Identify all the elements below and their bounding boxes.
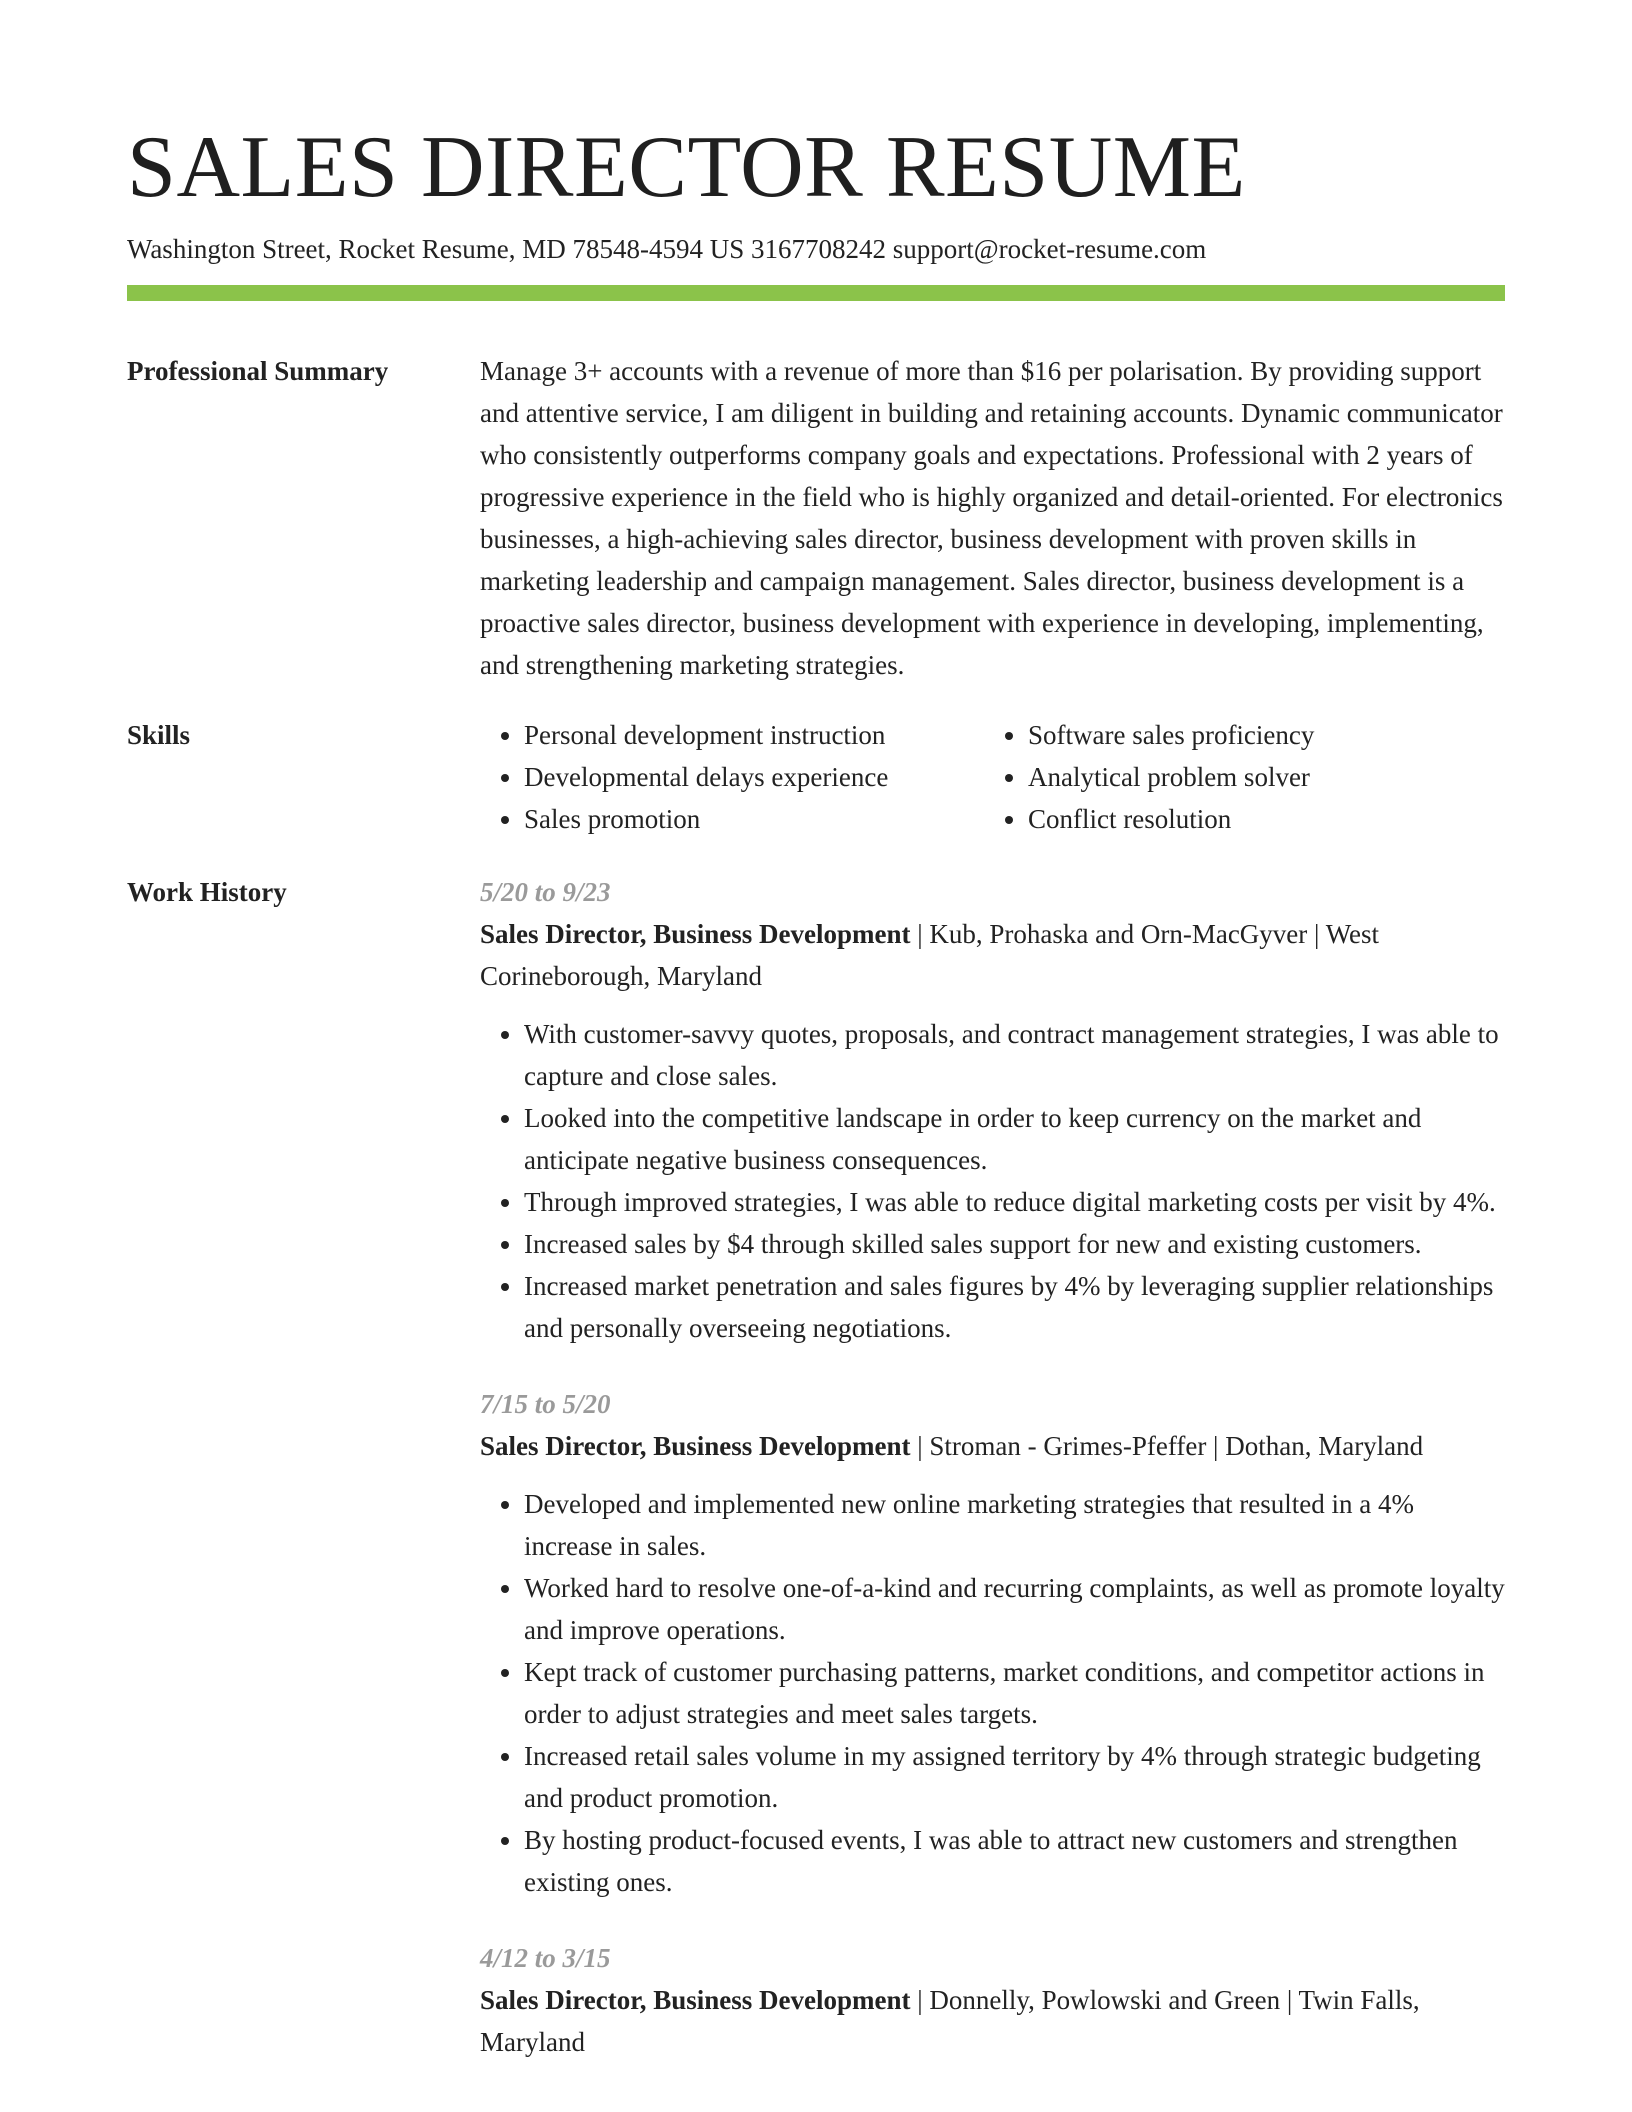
- header-divider: [127, 285, 1505, 301]
- contact-info: Washington Street, Rocket Resume, MD 78548-4594 US 3167708242 support@rocket-resume.com: [127, 234, 1207, 264]
- job-header: [480, 1979, 1505, 2063]
- job-date: 7/15 to 5/20: [480, 1389, 611, 1419]
- job-details: | Donnelly, Powlowski and Green | Twin Falls, Maryland: [480, 1985, 1420, 2057]
- work-history-label: Work History: [127, 877, 287, 907]
- skill-item: • Sales promotion: [524, 798, 984, 840]
- skill-item: • Conflict resolution: [1028, 798, 1488, 840]
- job-bullet: • Increased retail sales volume in my assigned territory by 4% through strategic budgeting and product promotion.: [524, 1735, 1505, 1819]
- job-date: 5/20 to 9/23: [480, 877, 611, 907]
- work-history-body: [480, 871, 1505, 2097]
- job-bullets: [480, 1483, 1505, 1903]
- skill-item: • Developmental delays experience: [524, 756, 984, 798]
- job-details: | Stroman - Grimes-Pfeffer | Dothan, Maryland: [910, 1431, 1424, 1461]
- skills-label: Skills: [127, 720, 191, 750]
- job-bullet: • By hosting product-focused events, I was able to attract new customers and strengthen existing ones.: [524, 1819, 1505, 1903]
- job-bullet: • Increased sales by $4 through skilled sales support for new and existing customers.: [524, 1223, 1505, 1265]
- job-header: [480, 913, 1505, 997]
- job-bullet: • Worked hard to resolve one-of-a-kind and recurring complaints, as well as promote loyalty and improve operations.: [524, 1567, 1505, 1651]
- skills-column-right: [984, 714, 1488, 840]
- skill-item: • Analytical problem solver: [1028, 756, 1488, 798]
- skills-column-left: [480, 714, 984, 840]
- job-bullet: • Increased market penetration and sales figures by 4% by leveraging supplier relationships and personally overseeing negotiations.: [524, 1265, 1505, 1349]
- job-bullets: [480, 1013, 1505, 1349]
- skill-item: • Personal development instruction: [524, 714, 984, 756]
- summary-label: Professional Summary: [127, 356, 389, 386]
- job-bullet: • Kept track of customer purchasing patterns, market conditions, and competitor actions in order to adjust strategies and meet sales targets.: [524, 1651, 1505, 1735]
- skills-body: [480, 714, 1505, 840]
- job-bullet: • With customer-savvy quotes, proposals, and contract management strategies, I was able to capture and close sales.: [524, 1013, 1505, 1097]
- job-bullet: • Developed and implemented new online marketing strategies that resulted in a 4% increase in sales.: [524, 1483, 1505, 1567]
- job-bullet: • Through improved strategies, I was able to reduce digital marketing costs per visit by 4%.: [524, 1181, 1505, 1223]
- job-title: Sales Director, Business Development: [480, 1985, 911, 2015]
- job-details: | Kub, Prohaska and Orn-MacGyver | West Corineborough, Maryland: [480, 919, 1380, 991]
- job-entry: [480, 1383, 1505, 1903]
- job-entry: [480, 1937, 1505, 2063]
- job-title: Sales Director, Business Development: [480, 919, 911, 949]
- job-entry: [480, 871, 1505, 1349]
- job-header: [480, 1425, 1505, 1467]
- resume-title: SALES DIRECTOR RESUME: [127, 119, 1246, 216]
- summary-body: [480, 350, 1505, 686]
- job-date: 4/12 to 3/15: [480, 1943, 611, 1973]
- summary-text: Manage 3+ accounts with a revenue of more than $16 per polarisation. By providing support and attentive service, I am diligent in building and retaining accounts. Dynamic communicator who consistently outperforms company goals and expectations. Professional with 2 years of progressive experience in the field who is highly organized and detail-oriented. For electronics businesses, a high-achieving sales director, business development with proven skills in marketing leadership and campaign management. Sales director, business development is a proactive sales director, business development with experience in developing, implementing, and strengthening marketing strategies.: [480, 356, 1503, 680]
- skill-item: • Software sales proficiency: [1028, 714, 1488, 756]
- job-title: Sales Director, Business Development: [480, 1431, 911, 1461]
- job-bullet: • Looked into the competitive landscape in order to keep currency on the market and anticipate negative business consequences.: [524, 1097, 1505, 1181]
